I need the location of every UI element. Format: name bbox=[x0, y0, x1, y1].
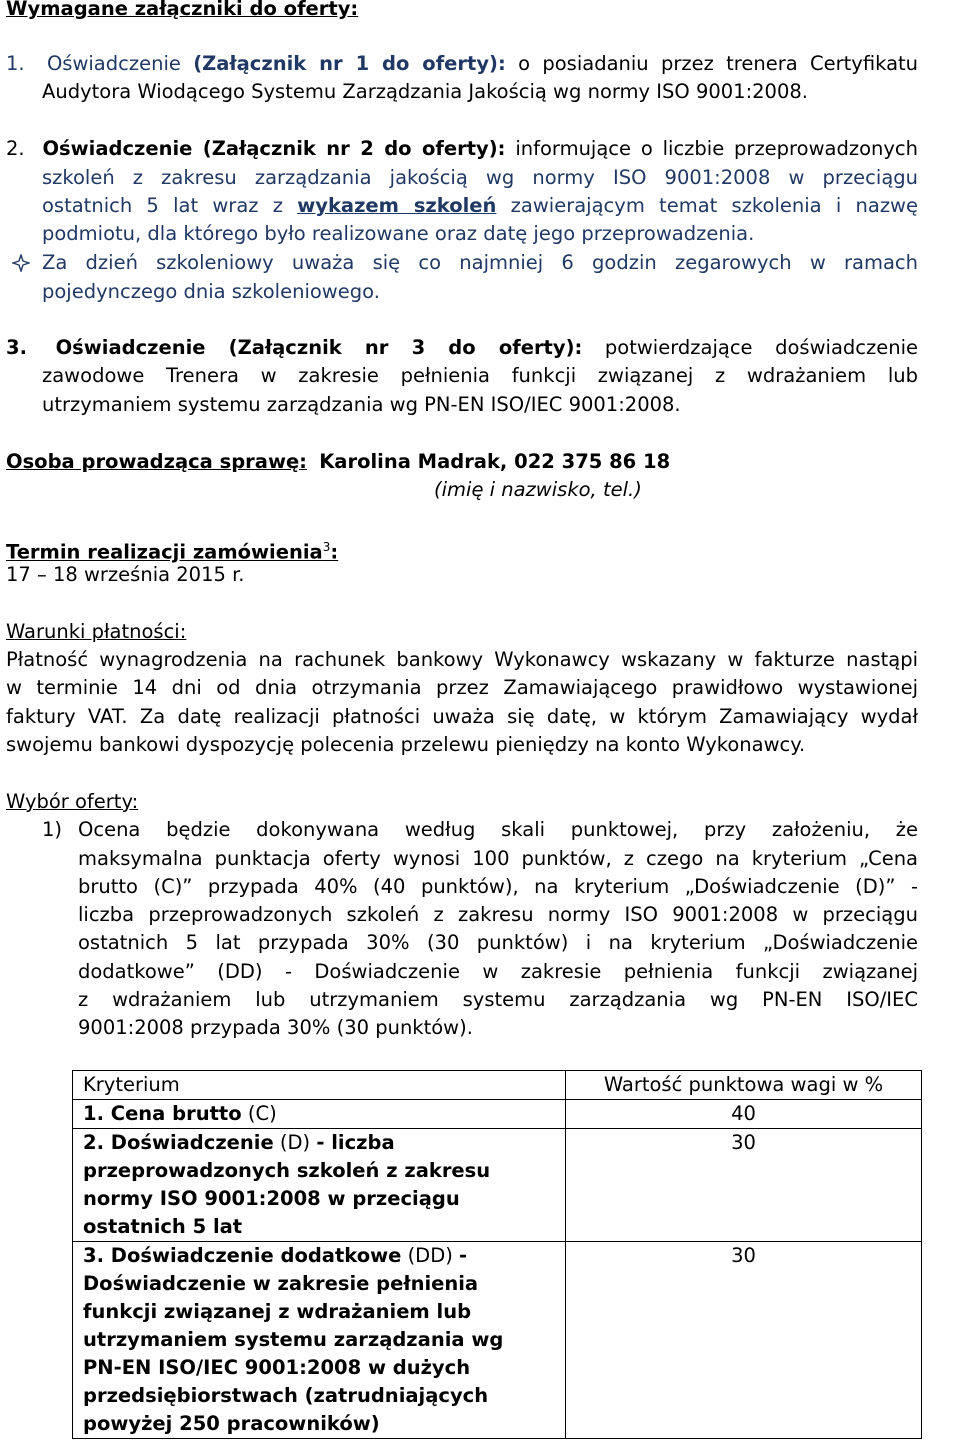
selection-line-8: 9001:2008 przypada 30% (30 punktów). bbox=[78, 1016, 473, 1039]
item2-line3-post: zawierającym temat szkolenia i nazwę bbox=[510, 194, 919, 217]
selection-line-1: Ocena będzie dokonywana według skali punktowej, przy założeniu, że bbox=[78, 818, 918, 841]
item1-text: o posiadaniu przez trenera Certyfikatu bbox=[518, 52, 919, 75]
contact-line bbox=[6, 448, 670, 476]
criterion-3-code: (DD) bbox=[407, 1244, 453, 1267]
contact-label: Osoba prowadząca sprawę: bbox=[6, 450, 307, 473]
table-header-row bbox=[73, 1071, 922, 1100]
criterion-2-line: normy ISO 9001:2008 w przeciągu bbox=[83, 1187, 460, 1210]
criterion-3-line: PN-EN ISO/IEC 9001:2008 w dużych bbox=[83, 1356, 471, 1379]
criterion-3-suffix: - bbox=[459, 1244, 468, 1267]
item2-line3-pre: ostatnich 5 lat wraz z bbox=[42, 194, 283, 217]
criterion-2-name: 2. Doświadczenie bbox=[83, 1131, 274, 1154]
criterion-2-line: ostatnich 5 lat bbox=[83, 1215, 243, 1238]
selection-line-3: brutto (C)” przypada 40% (40 punktów), na kryterium „Doświadczenie (D)” - bbox=[78, 875, 918, 898]
item3-text: potwierdzające doświadczenie bbox=[604, 336, 919, 359]
weight-cell: 40 bbox=[566, 1100, 922, 1129]
criterion-3-line: przedsiębiorstwach (zatrudniających bbox=[83, 1384, 489, 1407]
selection-line-6: dodatkowe” (DD) - Doświadczenie w zakresie pełnienia funkcji związanej bbox=[78, 960, 918, 983]
selection-line-2: maksymalna punktacja oferty wynosi 100 punktów, z czego na kryterium „Cena bbox=[78, 847, 918, 870]
term-colon: : bbox=[330, 540, 339, 564]
criterion-cell bbox=[73, 1100, 566, 1129]
item1-number: 1. bbox=[6, 52, 25, 75]
item3-line3: utrzymaniem systemu zarządzania wg PN-EN ISO/IEC 9001:2008. bbox=[42, 393, 681, 416]
item3-line1 bbox=[6, 334, 918, 362]
selection-number: 1) bbox=[42, 818, 63, 841]
table-header-criterion: Kryterium bbox=[73, 1071, 566, 1100]
attachments-heading: Wymagane załączniki do oferty: bbox=[6, 0, 359, 20]
item2-title: Oświadczenie (Załącznik nr 2 do oferty): bbox=[42, 137, 506, 160]
criterion-3-line: utrzymaniem systemu zarządzania wg bbox=[83, 1328, 504, 1351]
criteria-table bbox=[72, 1070, 922, 1439]
weight-cell: 30 bbox=[566, 1129, 922, 1242]
payment-line-1: Płatność wynagrodzenia na rachunek bankowy Wykonawcy wskazany w fakturze nastąpi bbox=[6, 648, 918, 671]
item2-list-of-trainings: wykazem szkoleń bbox=[297, 194, 497, 217]
term-footnote: 3 bbox=[322, 540, 331, 554]
criterion-3-name: 3. Doświadczenie dodatkowe bbox=[83, 1244, 402, 1267]
criterion-2-code: (D) bbox=[279, 1131, 311, 1154]
criterion-2-line: przeprowadzonych szkoleń z zakresu bbox=[83, 1159, 491, 1182]
term-value: 17 – 18 września 2015 r. bbox=[6, 563, 245, 586]
item1-line2: Audytora Wiodącego Systemu Zarządzania Jakością wg normy ISO 9001:2008. bbox=[42, 80, 808, 103]
item2-bullet-line2: pojedynczego dnia szkoleniowego. bbox=[42, 280, 380, 303]
payment-line-3: faktury VAT. Za datę realizacji płatności uważa się datę, w którym Zamawiający wydał bbox=[6, 705, 918, 728]
criterion-1-name: 1. Cena brutto bbox=[83, 1102, 242, 1125]
selection-line-5: ostatnich 5 lat przypada 30% (30 punktów) i na kryterium „Doświadczenie bbox=[78, 931, 918, 954]
item2-bullet-line1: Za dzień szkoleniowy uważa się co najmniej 6 godzin zegarowych w ramach bbox=[42, 251, 918, 274]
item3-line2: zawodowe Trenera w zakresie pełnienia funkcji związanej z wdrażaniem lub bbox=[42, 364, 918, 387]
contact-value: Karolina Madrak, 022 375 86 18 bbox=[319, 450, 671, 473]
item1-line1 bbox=[6, 50, 918, 78]
item2-line1 bbox=[6, 135, 918, 163]
item1-ref: (Załącznik nr 1 do oferty): bbox=[193, 52, 506, 75]
weight-cell: 30 bbox=[566, 1242, 922, 1439]
payment-line-2: w terminie 14 dni od dnia otrzymania przez Zamawiającego prawidłowo wystawionej bbox=[6, 676, 918, 699]
item2-line3 bbox=[42, 192, 918, 220]
criterion-cell bbox=[73, 1242, 566, 1439]
table-header-weight: Wartość punktowa wagi w % bbox=[566, 1071, 922, 1100]
selection-line-7: z wdrażaniem lub utrzymaniem systemu zarządzania wg PN-EN ISO/IEC bbox=[78, 988, 918, 1011]
payment-line-4: swojemu bankowi dyspozycję polecenia przelewu pieniędzy na konto Wykonawcy. bbox=[6, 733, 806, 756]
table-row bbox=[73, 1129, 922, 1242]
criterion-1-code: (C) bbox=[247, 1102, 277, 1125]
criterion-3-line: powyżej 250 pracowników) bbox=[83, 1412, 380, 1435]
criterion-2-suffix: - liczba bbox=[316, 1131, 395, 1154]
criterion-3-line: Doświadczenie w zakresie pełnienia bbox=[83, 1272, 479, 1295]
item2-line4: podmiotu, dla którego było realizowane oraz datę jego przeprowadzenia. bbox=[42, 222, 755, 245]
criterion-cell bbox=[73, 1129, 566, 1242]
item3-number: 3. bbox=[6, 336, 27, 359]
item2-number: 2. bbox=[6, 137, 25, 160]
selection-heading: Wybór oferty: bbox=[6, 790, 139, 813]
selection-line-4: liczba przeprowadzonych szkoleń z zakresu normy ISO 9001:2008 w przeciągu bbox=[78, 903, 918, 926]
term-label: Termin realizacji zamówienia bbox=[6, 540, 323, 564]
item2-line2: szkoleń z zakresu zarządzania jakością wg normy ISO 9001:2008 w przeciągu bbox=[42, 166, 918, 189]
contact-hint: (imię i nazwisko, tel.) bbox=[434, 478, 642, 501]
table-row bbox=[73, 1100, 922, 1129]
item1-title: Oświadczenie bbox=[46, 52, 181, 75]
table-row bbox=[73, 1242, 922, 1439]
criterion-3-line: funkcji związanej z wdrażaniem lub bbox=[83, 1300, 472, 1323]
item2-text: informujące o liczbie przeprowadzonych bbox=[515, 137, 918, 160]
item3-title: Oświadczenie (Załącznik nr 3 do oferty): bbox=[55, 336, 583, 359]
diamond-bullet-icon bbox=[12, 254, 30, 272]
payment-heading: Warunki płatności: bbox=[6, 620, 187, 643]
